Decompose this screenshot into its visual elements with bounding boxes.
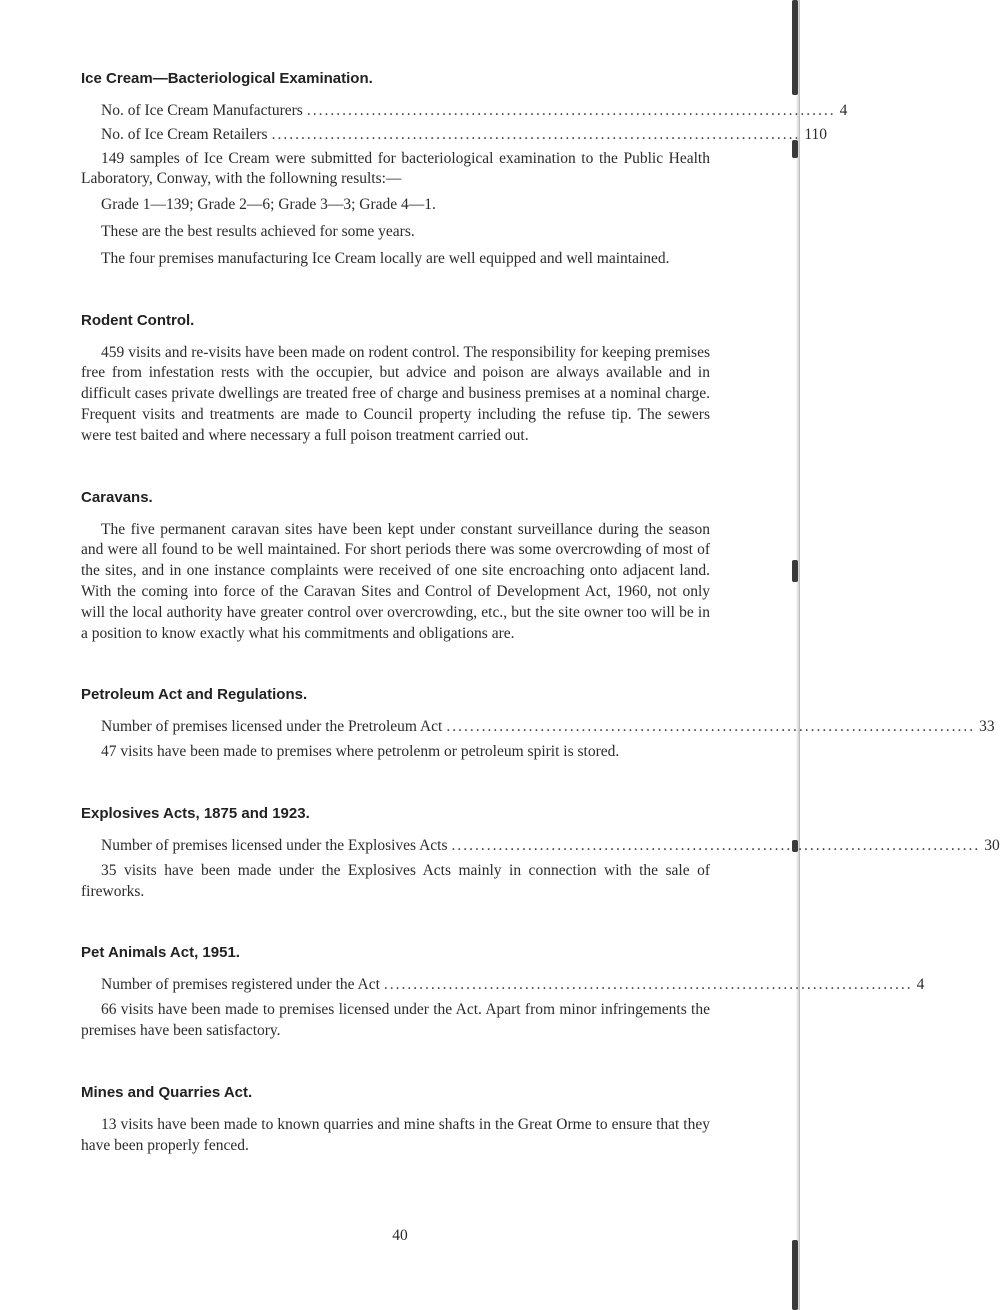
pet-animals-section	[81, 944, 925, 1041]
petroleum-section	[81, 686, 995, 763]
leader-label: Number of premises registered under the Act	[101, 976, 380, 994]
mines-quarries-section	[81, 1084, 710, 1157]
grades-line: Grade 1—139; Grade 2—6; Grade 3—3; Grade 4—1.	[101, 196, 436, 214]
dot-leader: ..........................................................................................	[451, 836, 981, 854]
section-heading: Caravans.	[81, 488, 153, 506]
rodent-control-section	[81, 312, 710, 447]
section-heading: Pet Animals Act, 1951.	[81, 944, 240, 962]
paragraph: 66 visits have been made to premises licensed under the Act. Apart from minor infringements the premises have been satisfactory.	[81, 1001, 710, 1039]
pet-animals-count-line	[81, 975, 925, 996]
leader-value: 110	[804, 125, 827, 143]
paragraph: The five permanent caravan sites have been kept under constant surveillance during the season and were all found to be well maintained. For short periods there was some overcrowding of most of the sites, and in one instance complaints were received of one site encroaching onto adjacent land. With the coming into force of the Caravan Sites and Control of Development Act, 1960, not only will the local authority have greater control over overcrowding, etc., but the site owner too will be in a position to know exactly what his commitments and obligations are.	[81, 520, 710, 642]
petroleum-count-line	[81, 717, 995, 738]
document-body	[81, 70, 1000, 1156]
leader-label: Number of premises licensed under the Explosives Acts	[101, 836, 448, 854]
paragraph: 35 visits have been made under the Explosives Acts mainly in connection with the sale of fireworks.	[81, 861, 710, 900]
explosives-section	[81, 804, 1000, 902]
paragraph: 13 visits have been made to known quarries and mine shafts in the Great Orme to ensure that they have been properly fenced.	[81, 1115, 710, 1154]
binding-mark	[792, 0, 798, 95]
section-heading: Ice Cream—Bacteriological Examination.	[81, 70, 373, 87]
leader-label: No. of Ice Cream Retailers	[101, 125, 268, 143]
leader-value: 33	[979, 718, 995, 736]
paragraph: 149 samples of Ice Cream were submitted for bacteriological examination to the Public Health Laboratory, Conway, with the followning results:—	[81, 149, 710, 188]
section-heading: Rodent Control.	[81, 311, 195, 329]
paragraph: 47 visits have been made to premises where petrolenm or petroleum spirit is stored.	[101, 743, 620, 761]
leader-value: 4	[839, 102, 848, 119]
section-heading: Petroleum Act and Regulations.	[81, 686, 308, 704]
dot-leader: ..........................................................................................	[383, 976, 913, 994]
section-heading: Mines and Quarries Act.	[81, 1083, 253, 1101]
binding-mark	[792, 560, 798, 582]
page-number: 40	[392, 1227, 408, 1244]
leader-value: 30	[984, 836, 1000, 854]
paragraph: 459 visits and re-visits have been made on rodent control. The responsibility for keeping premises free from infestation rests with the occupier, but advice and poison are always available and in difficult cases private dwellings are treated free of charge and business premises at a nominal charge. Frequent visits and treatments are made to Council property including the refuse tip. The sewers were test baited and where necessary a full poison treatment carried out.	[81, 343, 710, 444]
dot-leader: ..........................................................................................	[271, 125, 801, 143]
dot-leader: ..........................................................................................	[306, 102, 836, 119]
leader-value: 4	[916, 976, 925, 994]
ice-cream-section	[81, 70, 848, 270]
leader-label: Number of premises licensed under the Pretroleum Act	[101, 718, 443, 736]
caravans-section	[81, 489, 710, 645]
paragraph: The four premises manufacturing Ice Cream locally are well equipped and well maintained.	[101, 249, 670, 267]
dot-leader: ..........................................................................................	[446, 718, 976, 736]
leader-label: No. of Ice Cream Manufacturers	[101, 102, 303, 119]
page-edge-shadow	[796, 0, 800, 1310]
retailers-count-line	[81, 125, 827, 146]
explosives-count-line	[81, 836, 1000, 857]
binding-mark	[792, 1240, 798, 1310]
manufacturers-count-line	[81, 101, 848, 122]
paragraph: These are the best results achieved for some years.	[101, 222, 415, 240]
section-heading: Explosives Acts, 1875 and 1923.	[81, 804, 310, 822]
